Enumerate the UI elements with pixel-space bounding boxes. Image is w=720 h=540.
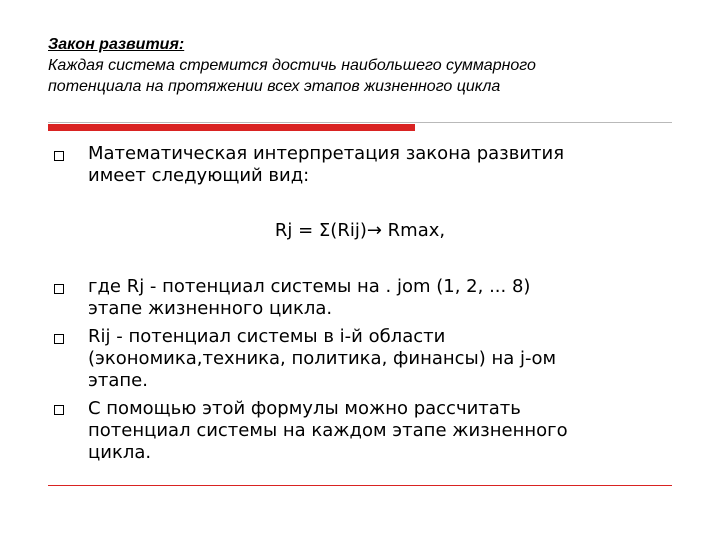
hollow-square-bullet-icon	[54, 334, 64, 344]
hollow-square-bullet-icon	[54, 151, 64, 161]
hollow-square-bullet-icon	[54, 405, 64, 415]
bullet-1-text	[88, 143, 678, 187]
header-divider-grey	[48, 122, 672, 123]
bullet-1-line-1: Математическая интерпретация закона развития	[88, 143, 565, 164]
bullet-4-text	[88, 398, 678, 464]
bullet-1-line-2: имеет следующий вид:	[88, 165, 310, 186]
header-divider-red-bar	[48, 124, 415, 131]
law-text-line-2: потенциала на протяжении всех этапов жизненного цикла	[48, 78, 501, 95]
formula: Rj = Σ(Rij)→ Rmax,	[274, 220, 446, 241]
bullet-4-line-2: потенциал системы на каждом этапе жизненного	[88, 420, 568, 441]
bullet-4-line-3: цикла.	[88, 442, 152, 463]
law-text-line-1: Каждая система стремится достичь наибольшего суммарного	[48, 57, 536, 74]
slide-header	[48, 34, 688, 97]
bullet-2-line-2: этапе жизненного цикла.	[88, 298, 333, 319]
bullet-3-line-1: Rij - потенциал системы в i-й области	[88, 326, 446, 347]
bullet-2-line-1: где Rj - потенциал системы на . jom (1, 2, ... 8)	[88, 276, 531, 297]
bullet-3-line-3: этапе.	[88, 370, 148, 391]
bullet-2-text	[88, 276, 678, 320]
law-title: Закон развития:	[48, 36, 185, 53]
hollow-square-bullet-icon	[54, 284, 64, 294]
bullet-4-line-1: С помощью этой формулы можно рассчитать	[88, 398, 521, 419]
bullet-3-line-2: (экономика,техника, политика, финансы) на j-ом	[88, 348, 557, 369]
footer-divider-red	[48, 485, 672, 486]
bullet-3-text	[88, 326, 678, 392]
